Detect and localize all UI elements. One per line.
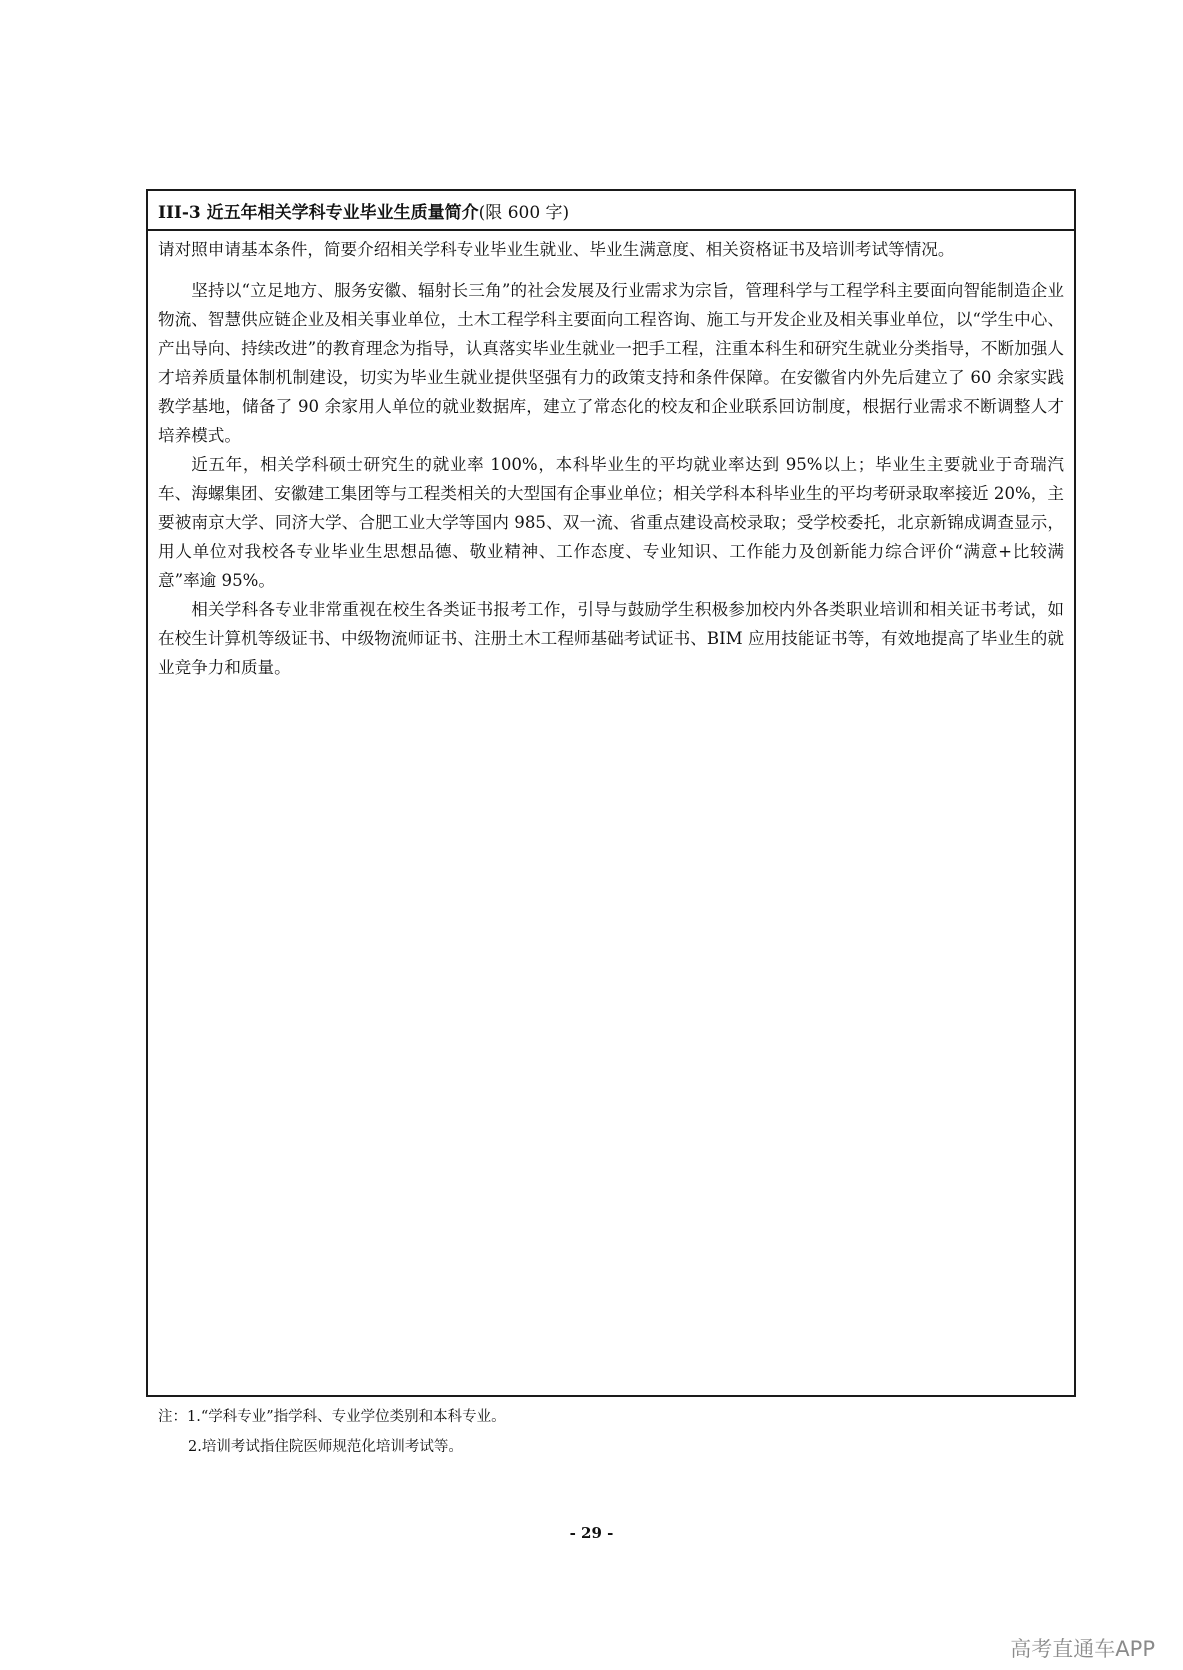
instruction-text: 请对照申请基本条件，简要介绍相关学科专业毕业生就业、毕业生满意度、相关资格证书及培训考试等情况。 xyxy=(158,240,955,259)
footnote-1: 注：1.“学科专业”指学科、专业学位类别和本科专业。 xyxy=(158,1409,506,1425)
body-paragraph: 相关学科各专业非常重视在校生各类证书报考工作，引导与鼓励学生积极参加校内外各类职业培训和相关证书考试，如在校生计算机等级证书、中级物流师证书、注册土木工程师基础考试证书、BIM 应用技能证书等，有效地提高了毕业生的就业竞争力和质量。 xyxy=(158,600,1064,677)
watermark-logo: 高考直通车APP xyxy=(1010,1637,1155,1661)
section-header xyxy=(148,191,1074,231)
footnotes xyxy=(158,1402,506,1462)
body-paragraph: 近五年，相关学科硕士研究生的就业率 100%，本科毕业生的平均就业率达到 95%以上；毕业生主要就业于奇瑞汽车、海螺集团、安徽建工集团等与工程类相关的大型国有企事业单位；相关学科本科毕业生的平均考研录取率接近 20%，主要被南京大学、同济大学、合肥工业大学等国内 985、双一流、省重点建设高校录取；受学校委托，北京新锦成调查显示，用人单位对我校各专业毕业生思想品德、敬业精神、工作态度、专业知识、工作能力及创新能力综合评价“满意+比较满意”率逾 95%。 xyxy=(158,455,1064,590)
section-title: III-3 近五年相关学科专业毕业生质量简介 xyxy=(158,202,479,223)
body-paragraph: 坚持以“立足地方、服务安徽、辐射长三角”的社会发展及行业需求为宗旨，管理科学与工程学科主要面向智能制造企业物流、智慧供应链企业及相关事业单位，土木工程学科主要面向工程咨询、施工与开发企业及相关事业单位，以“学生中心、产出导向、持续改进”的教育理念为指导，认真落实毕业生就业一把手工程，注重本科生和研究生就业分类指导，不断加强人才培养质量体制机制建设，切实为毕业生就业提供坚强有力的政策支持和条件保障。在安徽省内外先后建立了 60 余家实践教学基地，储备了 90 余家用人单位的就业数据库，建立了常态化的校友和企业联系回访制度，根据行业需求不断调整人才培养模式。 xyxy=(158,281,1064,445)
section-title-limit: (限 600 字) xyxy=(478,202,570,223)
page-number: - 29 - xyxy=(569,1524,614,1542)
section-body xyxy=(148,231,1074,682)
form-table xyxy=(146,189,1076,1397)
footnote-2: 2.培训考试指住院医师规范化培训考试等。 xyxy=(188,1439,463,1455)
